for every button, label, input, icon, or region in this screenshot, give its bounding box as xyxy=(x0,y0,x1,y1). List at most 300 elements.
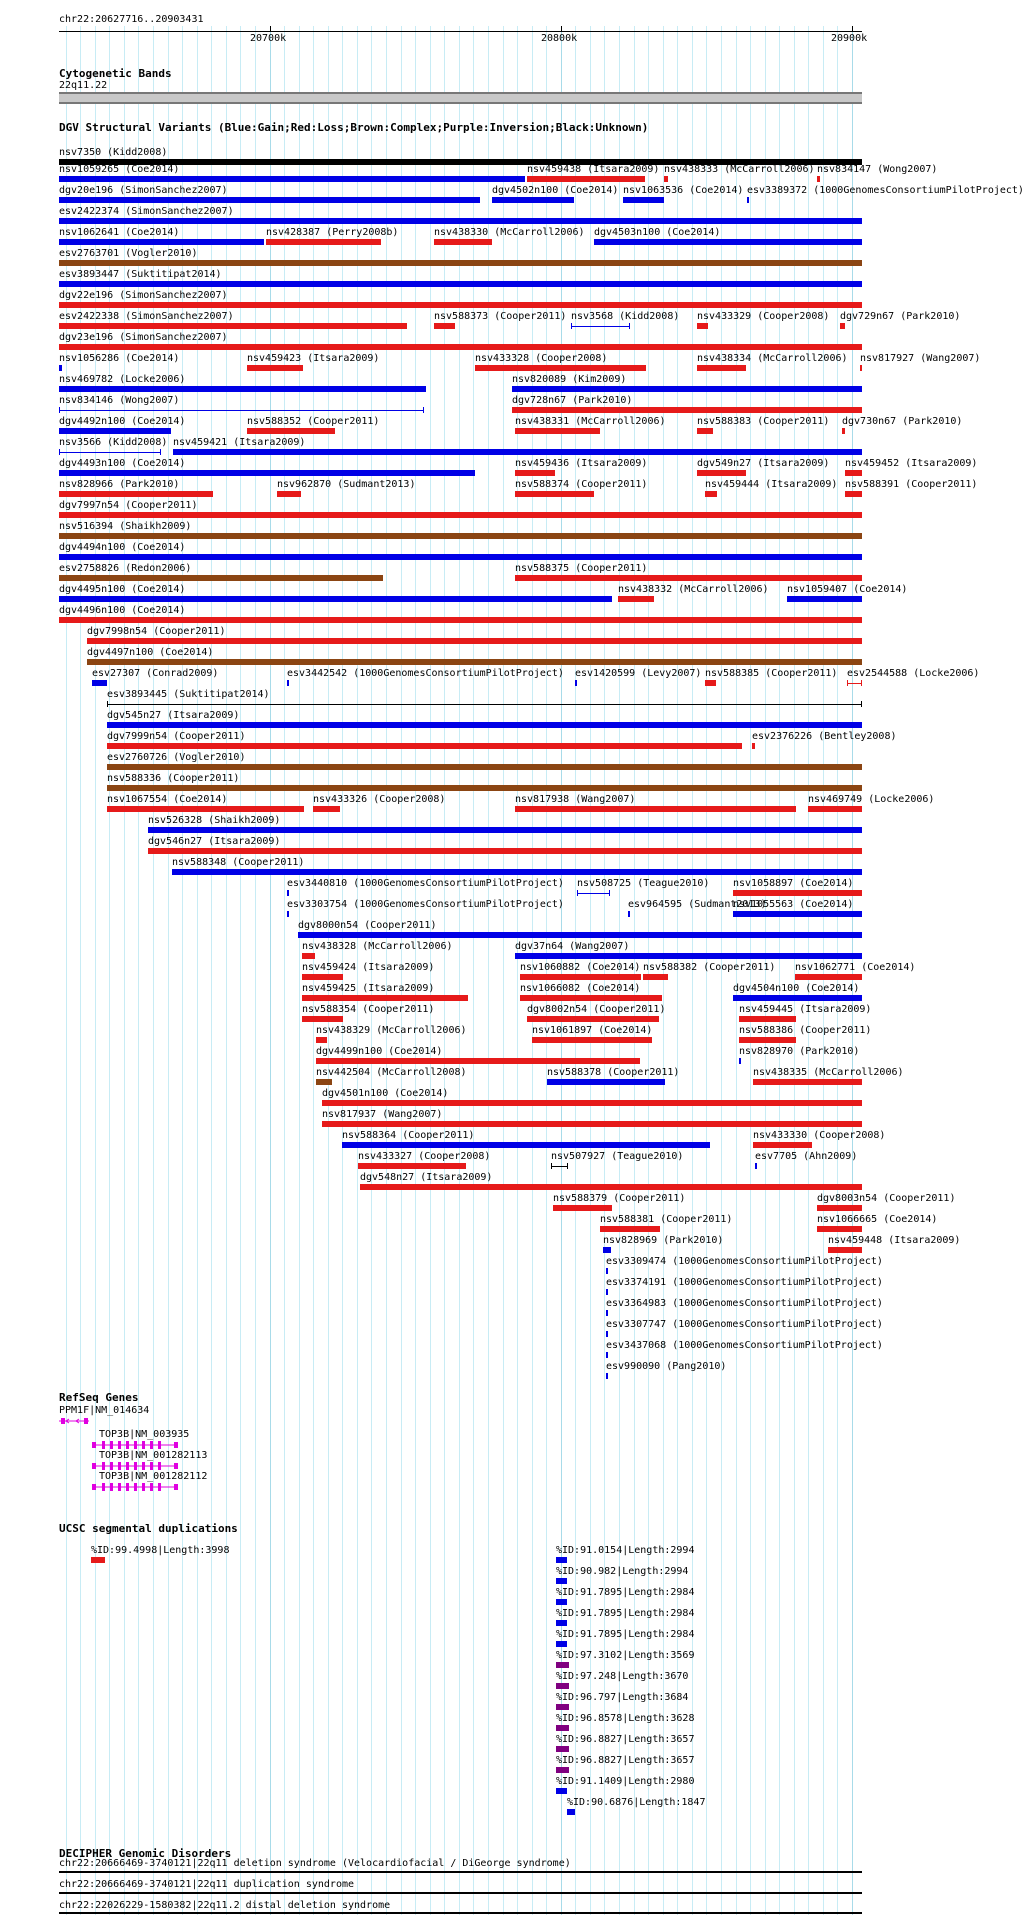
variant-bar[interactable] xyxy=(59,176,525,182)
variant-bar[interactable] xyxy=(87,638,862,644)
decipher-track-title[interactable]: DECIPHER Genomic Disorders xyxy=(59,1847,232,1860)
variant-label[interactable]: dgv730n67 (Park2010) xyxy=(842,416,963,427)
variant-bar[interactable] xyxy=(277,491,301,497)
variant-bar[interactable] xyxy=(705,680,716,686)
variant-bar[interactable] xyxy=(733,890,862,896)
segdup-bar[interactable] xyxy=(91,1557,105,1563)
variant-bar[interactable] xyxy=(287,680,289,686)
variant-label[interactable]: nsv588348 (Cooper2011) xyxy=(172,857,305,868)
variant-label[interactable]: dgv8002n54 (Cooper2011) xyxy=(527,1004,666,1015)
variant-bar[interactable] xyxy=(247,428,335,434)
segdup-label[interactable]: %ID:91.0154|Length:2994 xyxy=(556,1545,695,1556)
variant-label[interactable]: esv2763701 (Vogler2010) xyxy=(59,248,198,259)
variant-label[interactable]: dgv4497n100 (Coe2014) xyxy=(87,647,214,658)
variant-bar[interactable] xyxy=(705,491,717,497)
variant-bar[interactable] xyxy=(59,281,862,287)
variant-label[interactable]: nsv442504 (McCarroll2008) xyxy=(316,1067,467,1078)
variant-bar[interactable] xyxy=(59,197,480,203)
variant-bar[interactable] xyxy=(532,1037,652,1043)
variant-bar[interactable] xyxy=(107,743,742,749)
variant-label[interactable]: nsv588336 (Cooper2011) xyxy=(107,773,240,784)
variant-label[interactable]: nsv588375 (Cooper2011) xyxy=(515,563,648,574)
variant-bar[interactable] xyxy=(845,491,862,497)
variant-label[interactable]: dgv7999n54 (Cooper2011) xyxy=(107,731,246,742)
variant-label[interactable]: nsv588383 (Cooper2011) xyxy=(697,416,830,427)
variant-label[interactable]: nsv1062771 (Coe2014) xyxy=(795,962,916,973)
variant-label[interactable]: nsv469749 (Locke2006) xyxy=(808,794,935,805)
gene-label[interactable]: PPM1F|NM_014634 xyxy=(59,1405,150,1416)
variant-bar[interactable] xyxy=(520,974,641,980)
variant-bar[interactable] xyxy=(266,239,381,245)
segdup-label[interactable]: %ID:96.8578|Length:3628 xyxy=(556,1713,695,1724)
variant-label[interactable]: dgv4502n100 (Coe2014) xyxy=(492,185,619,196)
variant-label[interactable]: nsv1066665 (Coe2014) xyxy=(817,1214,938,1225)
variant-bar[interactable] xyxy=(860,365,862,371)
variant-label[interactable]: nsv433326 (Cooper2008) xyxy=(313,794,446,805)
variant-label[interactable]: nsv428387 (Perry2008b) xyxy=(266,227,399,238)
variant-label[interactable]: esv3364983 (1000GenomesConsortiumPilotProject) xyxy=(606,1298,883,1309)
variant-bar[interactable] xyxy=(322,1121,862,1127)
segdup-bar[interactable] xyxy=(556,1683,569,1689)
variant-label[interactable]: esv3440810 (1000GenomesConsortiumPilotProject) xyxy=(287,878,564,889)
variant-label[interactable]: nsv507927 (Teague2010) xyxy=(551,1151,684,1162)
variant-bar[interactable] xyxy=(59,491,213,497)
variant-bar[interactable] xyxy=(316,1037,327,1043)
variant-bar[interactable] xyxy=(59,554,862,560)
variant-label[interactable]: nsv459423 (Itsara2009) xyxy=(247,353,380,364)
variant-label[interactable]: esv2758826 (Redon2006) xyxy=(59,563,192,574)
cytoband-bar[interactable] xyxy=(59,92,862,104)
variant-bar[interactable] xyxy=(434,323,455,329)
variant-label[interactable]: nsv828969 (Park2010) xyxy=(603,1235,724,1246)
variant-bar[interactable] xyxy=(643,974,668,980)
segdup-label[interactable]: %ID:91.7895|Length:2984 xyxy=(556,1587,695,1598)
variant-bar[interactable] xyxy=(512,407,862,413)
variant-label[interactable]: dgv549n27 (Itsara2009) xyxy=(697,458,830,469)
segdup-label[interactable]: %ID:90.982|Length:2994 xyxy=(556,1566,689,1577)
variant-bar[interactable] xyxy=(59,617,862,623)
variant-label[interactable]: nsv1059407 (Coe2014) xyxy=(787,584,908,595)
variant-label[interactable]: esv7705 (Ahn2009) xyxy=(755,1151,858,1162)
gene-model-top3b[interactable] xyxy=(92,1440,180,1450)
gene-label[interactable]: TOP3B|NM_001282113 xyxy=(99,1450,208,1461)
variant-label[interactable]: esv3303754 (1000GenomesConsortiumPilotProject) xyxy=(287,899,564,910)
variant-label[interactable]: nsv438330 (McCarroll2006) xyxy=(434,227,585,238)
variant-bar[interactable] xyxy=(302,995,468,1001)
segdup-bar[interactable] xyxy=(556,1662,569,1668)
decipher-entry[interactable]: chr22:20666469-3740121|22q11 duplication syndrome xyxy=(59,1879,355,1890)
cytoband-label: 22q11.22 xyxy=(59,80,108,91)
segdup-track-title[interactable]: UCSC segmental duplications xyxy=(59,1522,238,1535)
variant-label[interactable]: dgv728n67 (Park2010) xyxy=(512,395,633,406)
variant-label[interactable]: dgv4493n100 (Coe2014) xyxy=(59,458,186,469)
variant-bar[interactable] xyxy=(553,1205,612,1211)
segdup-bar[interactable] xyxy=(556,1578,567,1584)
variant-label[interactable]: dgv4492n100 (Coe2014) xyxy=(59,416,186,427)
variant-bar[interactable] xyxy=(59,218,862,224)
variant-label[interactable]: dgv7997n54 (Cooper2011) xyxy=(59,500,198,511)
variant-label[interactable]: dgv22e196 (SimonSanchez2007) xyxy=(59,290,228,301)
variant-label[interactable]: nsv438335 (McCarroll2006) xyxy=(753,1067,904,1078)
variant-label[interactable]: esv3893445 (Suktitipat2014) xyxy=(107,689,270,700)
variant-label[interactable]: nsv433329 (Cooper2008) xyxy=(697,311,830,322)
variant-label[interactable]: esv964595 (Sudmant2013) xyxy=(628,899,767,910)
variant-bar[interactable] xyxy=(817,1226,862,1232)
variant-bar[interactable] xyxy=(551,1166,568,1167)
variant-label[interactable]: dgv4499n100 (Coe2014) xyxy=(316,1046,443,1057)
variant-bar[interactable] xyxy=(753,1142,812,1148)
variant-bar[interactable] xyxy=(603,1247,611,1253)
variant-bar[interactable] xyxy=(59,344,862,350)
variant-bar[interactable] xyxy=(512,386,862,392)
ruler-tick-label: 20900k xyxy=(831,33,868,44)
segdup-label[interactable]: %ID:97.248|Length:3670 xyxy=(556,1671,689,1682)
variant-label[interactable]: dgv4495n100 (Coe2014) xyxy=(59,584,186,595)
variant-bar[interactable] xyxy=(571,326,630,327)
variant-label[interactable]: esv2544588 (Locke2006) xyxy=(847,668,980,679)
variant-label[interactable]: nsv588378 (Cooper2011) xyxy=(547,1067,680,1078)
variant-label[interactable]: dgv548n27 (Itsara2009) xyxy=(360,1172,493,1183)
gene-label[interactable]: TOP3B|NM_003935 xyxy=(99,1429,190,1440)
variant-label[interactable]: nsv1060882 (Coe2014) xyxy=(520,962,641,973)
decipher-entry[interactable]: chr22:20666469-3740121|22q11 deletion syndrome (Velocardiofacial / DiGeorge syndrome) xyxy=(59,1858,571,1869)
variant-bar[interactable] xyxy=(59,239,264,245)
segdup-label[interactable]: %ID:90.6876|Length:1847 xyxy=(567,1797,706,1808)
variant-label[interactable]: nsv588385 (Cooper2011) xyxy=(705,668,838,679)
variant-label[interactable]: esv3442542 (1000GenomesConsortiumPilotProject) xyxy=(287,668,564,679)
variant-bar[interactable] xyxy=(817,176,820,182)
variant-bar[interactable] xyxy=(575,680,577,686)
gene-model-ppm1f[interactable] xyxy=(59,1416,91,1426)
variant-label[interactable]: nsv459421 (Itsara2009) xyxy=(173,437,306,448)
variant-label[interactable]: nsv1059265 (Coe2014) xyxy=(59,164,180,175)
variant-bar[interactable] xyxy=(342,1142,710,1148)
variant-bar[interactable] xyxy=(515,491,594,497)
variant-bar[interactable] xyxy=(148,848,862,854)
variant-bar[interactable] xyxy=(302,1016,343,1022)
segdup-label[interactable]: %ID:91.1409|Length:2980 xyxy=(556,1776,695,1787)
segdup-label[interactable]: %ID:99.4998|Length:3998 xyxy=(91,1545,230,1556)
variant-bar[interactable] xyxy=(739,1037,796,1043)
variant-label[interactable]: dgv37n64 (Wang2007) xyxy=(515,941,630,952)
variant-label[interactable]: nsv469782 (Locke2006) xyxy=(59,374,186,385)
grid-line xyxy=(153,26,154,1915)
variant-bar[interactable] xyxy=(606,1289,608,1295)
variant-label[interactable]: dgv7998n54 (Cooper2011) xyxy=(87,626,226,637)
variant-bar[interactable] xyxy=(59,512,862,518)
variant-bar[interactable] xyxy=(845,470,862,476)
variant-label[interactable]: esv3437068 (1000GenomesConsortiumPilotProject) xyxy=(606,1340,883,1351)
variant-bar[interactable] xyxy=(87,659,862,665)
variant-label[interactable]: nsv820089 (Kim2009) xyxy=(512,374,627,385)
variant-bar[interactable] xyxy=(298,932,862,938)
variant-bar[interactable] xyxy=(795,974,862,980)
variant-bar[interactable] xyxy=(475,365,646,371)
variant-bar[interactable] xyxy=(107,704,862,705)
variant-bar[interactable] xyxy=(594,239,862,245)
variant-bar[interactable] xyxy=(515,428,600,434)
variant-label[interactable]: nsv588381 (Cooper2011) xyxy=(600,1214,733,1225)
variant-label[interactable]: nsv438333 (McCarroll2006) xyxy=(664,164,815,175)
variant-label[interactable]: nsv817927 (Wang2007) xyxy=(860,353,981,364)
variant-bar[interactable] xyxy=(755,1163,757,1169)
variant-bar[interactable] xyxy=(107,722,862,728)
variant-label[interactable]: nsv459425 (Itsara2009) xyxy=(302,983,435,994)
variant-bar[interactable] xyxy=(59,365,62,371)
variant-label[interactable]: nsv828966 (Park2010) xyxy=(59,479,180,490)
variant-label[interactable]: nsv1067554 (Coe2014) xyxy=(107,794,228,805)
variant-bar[interactable] xyxy=(618,596,654,602)
variant-label[interactable]: nsv588354 (Cooper2011) xyxy=(302,1004,435,1015)
variant-bar[interactable] xyxy=(172,869,862,875)
segdup-bar[interactable] xyxy=(556,1620,567,1626)
variant-bar[interactable] xyxy=(606,1268,608,1274)
variant-bar[interactable] xyxy=(313,806,340,812)
variant-label[interactable]: dgv4504n100 (Coe2014) xyxy=(733,983,860,994)
variant-label[interactable]: nsv1061897 (Coe2014) xyxy=(532,1025,653,1036)
variant-bar[interactable] xyxy=(747,197,749,203)
segdup-bar[interactable] xyxy=(556,1725,569,1731)
variant-label[interactable]: nsv438332 (McCarroll2006) xyxy=(618,584,769,595)
variant-bar[interactable] xyxy=(59,470,475,476)
variant-bar[interactable] xyxy=(753,1079,862,1085)
variant-label[interactable]: esv2760726 (Vogler2010) xyxy=(107,752,246,763)
variant-label[interactable]: nsv1066082 (Coe2014) xyxy=(520,983,641,994)
variant-label[interactable]: nsv817937 (Wang2007) xyxy=(322,1109,443,1120)
segdup-bar[interactable] xyxy=(556,1767,569,1773)
variant-bar[interactable] xyxy=(59,452,161,453)
variant-label[interactable]: nsv1056286 (Coe2014) xyxy=(59,353,180,364)
variant-bar[interactable] xyxy=(92,680,107,686)
variant-label[interactable]: esv2422338 (SimonSanchez2007) xyxy=(59,311,234,322)
variant-bar[interactable] xyxy=(527,1016,659,1022)
variant-bar[interactable] xyxy=(547,1079,665,1085)
variant-label[interactable]: esv3307747 (1000GenomesConsortiumPilotProject) xyxy=(606,1319,883,1330)
variant-bar[interactable] xyxy=(59,533,862,539)
variant-label[interactable]: dgv8003n54 (Cooper2011) xyxy=(817,1193,956,1204)
segdup-bar[interactable] xyxy=(556,1704,569,1710)
variant-label[interactable]: nsv1058897 (Coe2014) xyxy=(733,878,854,889)
variant-bar[interactable] xyxy=(434,239,492,245)
variant-label[interactable]: nsv588386 (Cooper2011) xyxy=(739,1025,872,1036)
variant-bar[interactable] xyxy=(515,470,555,476)
variant-label[interactable]: nsv438328 (McCarroll2006) xyxy=(302,941,453,952)
variant-bar[interactable] xyxy=(739,1016,796,1022)
variant-label[interactable]: dgv23e196 (SimonSanchez2007) xyxy=(59,332,228,343)
variant-bar[interactable] xyxy=(840,323,845,329)
variant-label[interactable]: nsv438331 (McCarroll2006) xyxy=(515,416,666,427)
variant-bar[interactable] xyxy=(697,365,746,371)
variant-label[interactable]: nsv588373 (Cooper2011) xyxy=(434,311,567,322)
variant-bar[interactable] xyxy=(360,1184,862,1190)
grid-line xyxy=(80,26,81,1915)
variant-label[interactable]: dgv4494n100 (Coe2014) xyxy=(59,542,186,553)
gene-model-top3b[interactable] xyxy=(92,1461,180,1471)
decipher-bar[interactable] xyxy=(59,1912,862,1914)
variant-bar[interactable] xyxy=(316,1079,332,1085)
variant-bar[interactable] xyxy=(664,176,668,182)
variant-label[interactable]: nsv588379 (Cooper2011) xyxy=(553,1193,686,1204)
variant-label[interactable]: nsv459448 (Itsara2009) xyxy=(828,1235,961,1246)
variant-label[interactable]: dgv546n27 (Itsara2009) xyxy=(148,836,281,847)
segdup-label[interactable]: %ID:91.7895|Length:2984 xyxy=(556,1629,695,1640)
variant-label[interactable]: nsv459452 (Itsara2009) xyxy=(845,458,978,469)
variant-label[interactable]: esv3374191 (1000GenomesConsortiumPilotProject) xyxy=(606,1277,883,1288)
variant-label[interactable]: dgv8000n54 (Cooper2011) xyxy=(298,920,437,931)
variant-label[interactable]: dgv729n67 (Park2010) xyxy=(840,311,961,322)
variant-bar[interactable] xyxy=(600,1226,660,1232)
variant-bar[interactable] xyxy=(287,890,289,896)
variant-bar[interactable] xyxy=(697,428,713,434)
variant-label[interactable]: nsv828970 (Park2010) xyxy=(739,1046,860,1057)
grid-line xyxy=(124,26,125,1915)
variant-label[interactable]: dgv545n27 (Itsara2009) xyxy=(107,710,240,721)
variant-label[interactable]: nsv962870 (Sudmant2013) xyxy=(277,479,416,490)
decipher-bar[interactable] xyxy=(59,1892,862,1894)
variant-label[interactable]: nsv433328 (Cooper2008) xyxy=(475,353,608,364)
variant-label[interactable]: nsv3568 (Kidd2008) xyxy=(571,311,680,322)
variant-label[interactable]: nsv433327 (Cooper2008) xyxy=(358,1151,491,1162)
variant-bar[interactable] xyxy=(787,596,862,602)
variant-bar[interactable] xyxy=(515,953,862,959)
variant-bar[interactable] xyxy=(628,911,630,917)
variant-label[interactable]: esv3389372 (1000GenomesConsortiumPilotProject) xyxy=(747,185,1024,196)
variant-label[interactable]: nsv433330 (Cooper2008) xyxy=(753,1130,886,1141)
variant-bar[interactable] xyxy=(697,470,746,476)
variant-bar[interactable] xyxy=(148,827,862,833)
variant-bar[interactable] xyxy=(515,806,796,812)
variant-bar[interactable] xyxy=(173,449,862,455)
variant-bar[interactable] xyxy=(59,386,426,392)
variant-bar[interactable] xyxy=(697,323,708,329)
variant-bar[interactable] xyxy=(322,1100,862,1106)
variant-label[interactable]: nsv1063536 (Coe2014) xyxy=(623,185,744,196)
segdup-label[interactable]: %ID:96.8827|Length:3657 xyxy=(556,1755,695,1766)
variant-bar[interactable] xyxy=(606,1373,608,1379)
variant-bar[interactable] xyxy=(302,953,315,959)
variant-bar[interactable] xyxy=(287,911,289,917)
variant-bar[interactable] xyxy=(59,323,407,329)
variant-label[interactable]: dgv4501n100 (Coe2014) xyxy=(322,1088,449,1099)
variant-label[interactable]: esv2376226 (Bentley2008) xyxy=(752,731,897,742)
decipher-entry[interactable]: chr22:22026229-1580382|22q11.2 distal deletion syndrome xyxy=(59,1900,391,1911)
variant-bar[interactable] xyxy=(606,1352,608,1358)
variant-bar[interactable] xyxy=(302,974,343,980)
variant-bar[interactable] xyxy=(808,806,862,812)
segdup-label[interactable]: %ID:96.8827|Length:3657 xyxy=(556,1734,695,1745)
variant-label[interactable]: dgv4503n100 (Coe2014) xyxy=(594,227,721,238)
variant-label[interactable]: nsv438334 (McCarroll2006) xyxy=(697,353,848,364)
variant-bar[interactable] xyxy=(828,1247,862,1253)
variant-bar[interactable] xyxy=(733,911,862,917)
variant-label[interactable]: nsv438329 (McCarroll2006) xyxy=(316,1025,467,1036)
variant-label[interactable]: nsv817938 (Wang2007) xyxy=(515,794,636,805)
variant-bar[interactable] xyxy=(623,197,664,203)
variant-label[interactable]: esv1420599 (Levy2007) xyxy=(575,668,702,679)
gene-model-top3b[interactable] xyxy=(92,1482,180,1492)
variant-bar[interactable] xyxy=(107,764,862,770)
variant-bar[interactable] xyxy=(107,806,304,812)
variant-bar[interactable] xyxy=(59,428,171,434)
variant-bar[interactable] xyxy=(733,995,862,1001)
variant-bar[interactable] xyxy=(520,995,662,1001)
variant-label[interactable]: nsv588374 (Cooper2011) xyxy=(515,479,648,490)
variant-label[interactable]: esv3893447 (Suktitipat2014) xyxy=(59,269,222,280)
variant-label[interactable]: nsv588391 (Cooper2011) xyxy=(845,479,978,490)
variant-label[interactable]: nsv459444 (Itsara2009) xyxy=(705,479,838,490)
variant-label[interactable]: nsv7350 (Kidd2008) xyxy=(59,147,168,158)
segdup-label[interactable]: %ID:97.3102|Length:3569 xyxy=(556,1650,695,1661)
variant-label[interactable]: nsv1055563 (Coe2014) xyxy=(733,899,854,910)
variant-bar[interactable] xyxy=(847,683,862,684)
variant-bar[interactable] xyxy=(606,1310,608,1316)
variant-label[interactable]: nsv834146 (Wong2007) xyxy=(59,395,180,406)
variant-bar[interactable] xyxy=(59,302,862,308)
variant-bar[interactable] xyxy=(817,1205,862,1211)
variant-label[interactable]: esv3309474 (1000GenomesConsortiumPilotProject) xyxy=(606,1256,883,1267)
variant-bar[interactable] xyxy=(527,176,645,182)
segdup-bar[interactable] xyxy=(556,1557,567,1563)
variant-label[interactable]: nsv588382 (Cooper2011) xyxy=(643,962,776,973)
variant-label[interactable]: nsv588364 (Cooper2011) xyxy=(342,1130,475,1141)
variant-label[interactable]: dgv4496n100 (Coe2014) xyxy=(59,605,186,616)
variant-bar[interactable] xyxy=(59,410,424,411)
segdup-bar[interactable] xyxy=(556,1746,569,1752)
refseq-track-title[interactable]: RefSeq Genes xyxy=(59,1391,139,1404)
variant-label[interactable]: nsv459436 (Itsara2009) xyxy=(515,458,648,469)
variant-label[interactable]: nsv1062641 (Coe2014) xyxy=(59,227,180,238)
variant-bar[interactable] xyxy=(752,743,755,749)
variant-label[interactable]: nsv526328 (Shaikh2009) xyxy=(148,815,281,826)
variant-label[interactable]: nsv588352 (Cooper2011) xyxy=(247,416,380,427)
variant-bar[interactable] xyxy=(316,1058,640,1064)
variant-bar[interactable] xyxy=(59,260,862,266)
variant-bar[interactable] xyxy=(107,785,862,791)
variant-label[interactable]: esv2422374 (SimonSanchez2007) xyxy=(59,206,234,217)
segdup-bar[interactable] xyxy=(567,1809,575,1815)
dgv-track-title[interactable]: DGV Structural Variants (Blue:Gain;Red:Loss;Brown:Complex;Purple:Inversion;Black:Unknown) xyxy=(59,121,649,134)
variant-label[interactable]: nsv508725 (Teague2010) xyxy=(577,878,710,889)
variant-label[interactable]: nsv516394 (Shaikh2009) xyxy=(59,521,192,532)
variant-bar[interactable] xyxy=(59,575,383,581)
segdup-bar[interactable] xyxy=(556,1641,567,1647)
variant-label[interactable]: nsv459424 (Itsara2009) xyxy=(302,962,435,973)
segdup-label[interactable]: %ID:91.7895|Length:2984 xyxy=(556,1608,695,1619)
variant-bar[interactable] xyxy=(515,575,862,581)
variant-label[interactable]: esv990090 (Pang2010) xyxy=(606,1361,727,1372)
variant-bar[interactable] xyxy=(492,197,574,203)
variant-bar[interactable] xyxy=(59,596,612,602)
variant-label[interactable]: esv27307 (Conrad2009) xyxy=(92,668,219,679)
variant-label[interactable]: nsv3566 (Kidd2008) xyxy=(59,437,168,448)
segdup-bar[interactable] xyxy=(556,1599,567,1605)
variant-bar[interactable] xyxy=(247,365,303,371)
variant-label[interactable]: nsv459438 (Itsara2009) xyxy=(527,164,660,175)
variant-bar[interactable] xyxy=(358,1163,466,1169)
variant-label[interactable]: nsv459445 (Itsara2009) xyxy=(739,1004,872,1015)
decipher-bar[interactable] xyxy=(59,1871,862,1873)
segdup-label[interactable]: %ID:96.797|Length:3684 xyxy=(556,1692,689,1703)
gene-label[interactable]: TOP3B|NM_001282112 xyxy=(99,1471,208,1482)
cytoband-track-title[interactable]: Cytogenetic Bands xyxy=(59,67,172,80)
segdup-bar[interactable] xyxy=(556,1788,567,1794)
variant-label[interactable]: nsv834147 (Wong2007) xyxy=(817,164,938,175)
variant-bar[interactable] xyxy=(606,1331,608,1337)
variant-bar[interactable] xyxy=(842,428,845,434)
variant-label[interactable]: dgv20e196 (SimonSanchez2007) xyxy=(59,185,228,196)
variant-bar[interactable] xyxy=(577,893,610,894)
variant-bar[interactable] xyxy=(739,1058,741,1064)
